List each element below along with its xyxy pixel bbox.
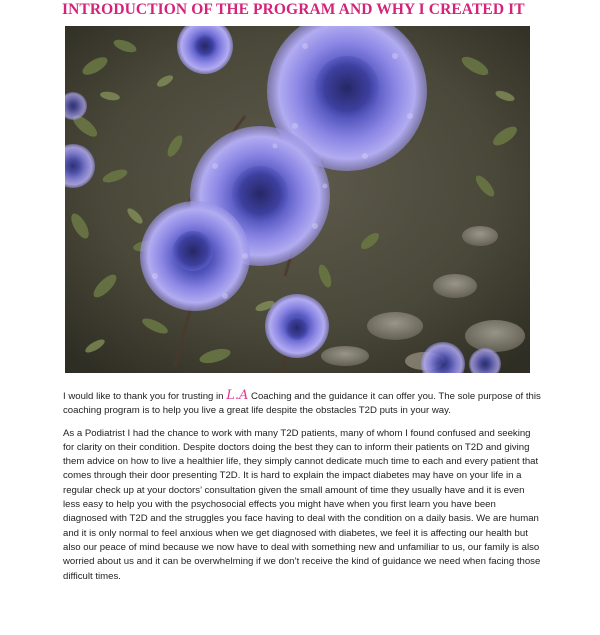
paragraph-text: I would like to thank you for trusting in bbox=[63, 391, 227, 402]
podiatrist-paragraph: As a Podiatrist I had the chance to work with many T2D patients, many of whom I found confused and seeking for clarity on their condition. Despite doctors doing the best they can to inform their patients on T2D and giving them advice on how to live a healthier life, they simply cannot dedicate much time to each and every patient that comes through their door presenting T2D. It is hard to explain the impact diabetes may have on your life in a regular check up at your doctors’ consultation given the small amount of time they usually have and it is even less easy to help you with the psychosocial effects you might have when you first learn you have been diagnosed with T2D and the struggles you face having to deal with the condition on a daily basis. We are human and it is only normal to feel anxious when we get diagnosed with diabetes, we feel it is affecting our health but also our peace of mind because we now have to deal with something new and unfamiliar to us, our family is also worried about us and it can be overwhelming if we don’t receive the kind of guidance we need when facing those difficult times. bbox=[63, 427, 541, 582]
intro-paragraph bbox=[63, 390, 541, 419]
section-heading: INTRODUCTION OF THE PROGRAM AND WHY I CREATED IT bbox=[62, 1, 525, 18]
paragraph-text: Coaching and the guidance it can offer you. The sole purpose of this coaching program is to help you live a great life despite the obstacles T2D puts in your way. bbox=[63, 391, 541, 417]
flower-photo bbox=[65, 26, 530, 373]
brand-logo-text: L.A bbox=[226, 388, 249, 403]
flower-photo-graphic bbox=[65, 26, 530, 373]
body-text bbox=[63, 390, 541, 592]
